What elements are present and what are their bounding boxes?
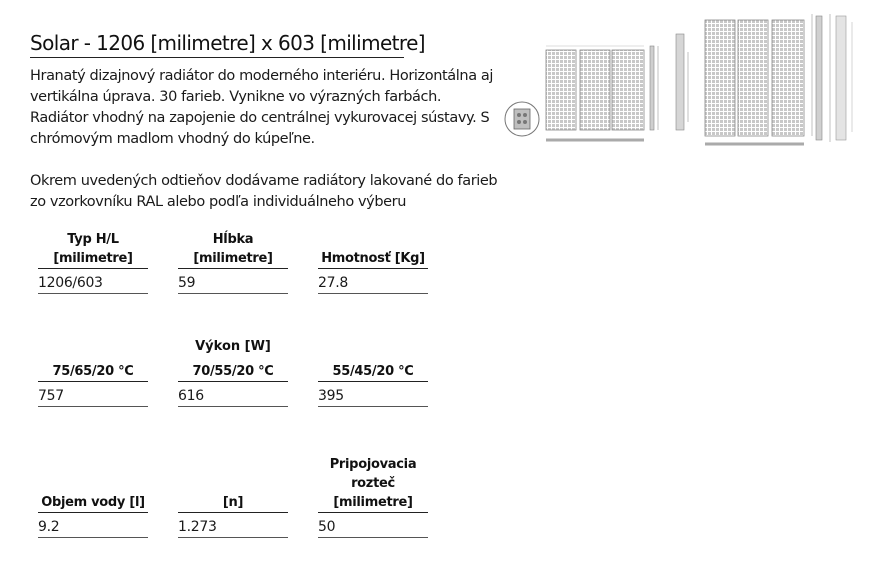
description-paragraph-2: Okrem uvedených odtieňov dodávame radiátory lakované do farieb zo vzorkovníku RAL alebo podľa individuálneho výberu	[30, 173, 498, 210]
spec-power-75-label: 75/65/20 °C	[52, 364, 134, 379]
spec-weight-label: Hmotnosť [Kg]	[321, 251, 425, 266]
spec-power-70-value: 616	[178, 388, 204, 404]
title-underline	[30, 57, 404, 58]
corner-detail-icon	[505, 102, 539, 136]
description-paragraph-1: Hranatý dizajnový radiátor do moderného interiéru. Horizontálna aj vertikálna úprava. 30 farieb. Vynikne vo výrazných farbách. Radiátor vhodný na zapojenie do centrálnej vykurovacej sústavy. S chrómovým madlom vhodný do kúpeľne.	[30, 68, 494, 147]
spec-type-value: 1206/603	[38, 275, 103, 291]
power-group-label: Výkon [W]	[195, 339, 271, 354]
radiator-diagram	[500, 12, 870, 152]
spec-power-75-value: 757	[38, 388, 64, 404]
spec-connection-label-2: rozteč	[351, 476, 395, 491]
spec-depth-value: 59	[178, 275, 196, 291]
spec-type-unit: [milimetre]	[53, 251, 133, 266]
product-description	[30, 66, 500, 213]
spec-connection-value: 50	[318, 519, 336, 535]
spec-depth-unit: [milimetre]	[193, 251, 273, 266]
spec-connection-unit: [milimetre]	[333, 495, 413, 510]
spec-connection-label-1: Pripojovacia	[329, 457, 417, 472]
product-title: Solar - 1206 [milimetre] x 603 [milimetre]	[30, 31, 425, 55]
spec-water-volume-label: Objem vody [l]	[41, 495, 145, 510]
spec-exponent-label: [n]	[222, 495, 244, 510]
spec-type-label: Typ H/L	[67, 232, 119, 247]
spec-power-55-value: 395	[318, 388, 344, 404]
radiator-drawing-icon	[500, 12, 870, 152]
spec-weight-value: 27.8	[318, 275, 348, 291]
spec-power-70-label: 70/55/20 °C	[192, 364, 274, 379]
spec-exponent-value: 1.273	[178, 519, 217, 535]
spec-depth-label: Hĺbka	[212, 232, 254, 247]
spec-water-volume-value: 9.2	[38, 519, 60, 535]
spec-power-55-label: 55/45/20 °C	[332, 364, 414, 379]
